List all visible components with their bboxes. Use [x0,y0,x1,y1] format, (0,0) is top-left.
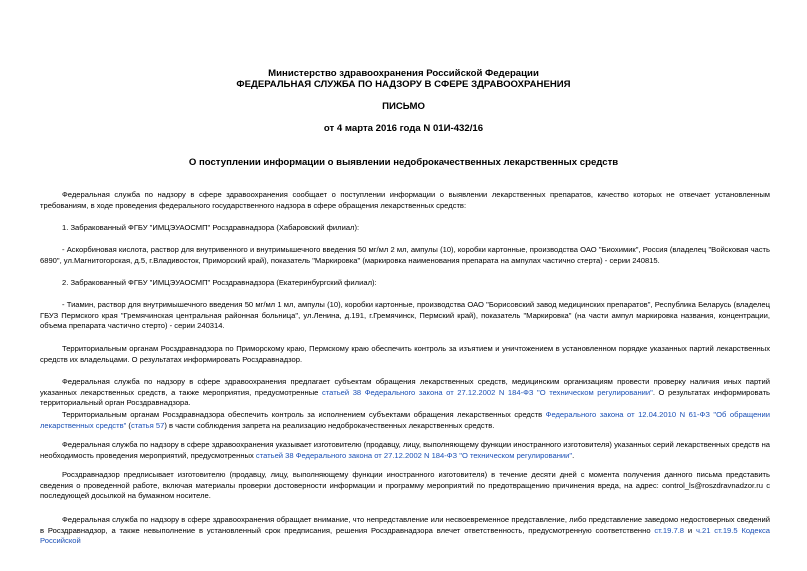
ministry-name: Министерство здравоохранения Российской Федерации [268,68,539,79]
paragraph-item-1: 1. Забракованный ФГБУ "ИМЦЭУАОСМП" Росздравнадзора (Хабаровский филиал): [62,223,360,232]
article-19-7-8-link[interactable]: ст.19.7.8 [654,525,685,535]
paragraph-prescription: Росздравнадзор предписывает изготовителю (продавцу, лицу, выполняющему функции иностранного изготовителя) в течение десяти дней с момента получения данного письма представить сведения о проведенной работе, включая материалы проверки достоверности информации и программу мероприятий по предотвращению причинения вреда, на адрес: control_ls@roszdravnadzor.ru с последующей досылкой на бумажном носителе. [40,470,770,501]
paragraph-item-2: 2. Забракованный ФГБУ "ИМЦЭУАОСМП" Росздравнадзора (Екатеринбургский филиал): [62,278,377,287]
paragraph-liability: Федеральная служба по надзору в сфере здравоохранения обращает внимание, что непредставление или несвоевременное представление, либо представление заведомо недостоверных сведений в Росздравнадзор, а также невыполнение в установленный срок предписания, решения Росздравнадзора влечет ответственность, предусмотренную соответственно ст.19.7.8 и ч.21 ст.19.5 Кодекса Российской [40,515,770,546]
paragraph-item-2-detail: - Тиамин, раствор для внутримышечного введения 50 мг/мл 1 мл, ампулы (10), коробки картонные, производства ОАО "Борисовский завод медицинских препаратов", Республика Беларусь (владелец ГБУЗ Пермского края "Гремячинская центральная районная больница", ул.Ленина, д.191, г.Гремячинск, Пермский край), показатель "Маркировка" (на части ампул маркировка названия, концентрации, объема препарата частично стерто) - серии 240314. [40,300,770,331]
article-19-5-part-21-link[interactable]: ч.21 ст.19.5 [695,525,738,535]
service-name: ФЕДЕРАЛЬНАЯ СЛУЖБА ПО НАДЗОРУ В СФЕРЕ ЗДРАВООХРАНЕНИЯ [236,79,571,90]
administrative-code-link[interactable]: Кодекса Российской [40,525,770,546]
paragraph-item-1-detail: - Аскорбиновая кислота, раствор для внутривенного и внутримышечного введения 50 мг/мл 2 мл, ампулы (10), коробки картонные, производства ОАО "Биохимик", Россия (владелец "Войсковая часть 6890", ул.Магнитогорская, д.5, г.Владивосток, Приморский край), показатель "Маркировка" (маркировка наименования препарата на ампулах частично стерта) - серии 240815. [40,245,770,265]
law-184-fz-link-2[interactable]: статьей 38 Федерального закона от 27.12.2002 N 184-ФЗ "О техническом регулировании" [255,450,573,460]
document-date-number: от 4 марта 2016 года N 01И-432/16 [323,123,484,134]
document-type: ПИСЬМО [382,101,425,112]
law-184-fz-link[interactable]: статьей 38 Федерального закона от 27.12.2002 N 184-ФЗ "О техническом регулировании" [321,387,653,397]
paragraph-territorial-control: Территориальным органам Росздравнадзора по Приморскому краю, Пермскому краю обеспечить контроль за изъятием и уничтожением в установленном порядке указанных партий лекарственных средств их владельцами. О результатах информировать Росздравнадзор. [40,344,770,364]
article-57-link[interactable]: статья 57 [130,420,165,430]
paragraph-manufacturer-measures: Федеральная служба по надзору в сфере здравоохранения указывает изготовителю (продавцу, лицу, выполняющему функции иностранного изготовителя) указанных серий лекарственных средств на необходимость проведения мероприятий, предусмотренных статьей 38 Федерального закона от 27.12.2002 N 184-ФЗ "О техническом регулировании". [40,440,770,460]
paragraph-intro: Федеральная служба по надзору в сфере здравоохранения сообщает о поступлении информации о выявлении лекарственных препаратов, качество которых не отвечает установленным требованиям, в ходе проведения федерального государственного надзора в сфере обращения лекарственных средств: [40,190,770,210]
document-title: О поступлении информации о выявлении недоброкачественных лекарственных средств [188,157,619,168]
paragraph-compliance-control: Территориальным органам Росздравнадзора обеспечить контроль за исполнением субъектами обращения лекарственных средств Федерального закона от 12.04.2010 N 61-ФЗ "Об обращении лекарственных средств" (статья 57) в части соблюдения запрета на реализацию недоброкачественных лекарственных средств. [40,410,770,430]
law-61-fz-link[interactable]: Федерального закона от 12.04.2010 N 61-ФЗ "Об обращении лекарственных средств" [40,410,770,430]
paragraph-inspection-proposal: Федеральная служба по надзору в сфере здравоохранения предлагает субъектам обращения лекарственных средств, медицинским организациям провести проверку наличия иных партий указанных лекарственных средств, а также мероприятия, предусмотренные статьей 38 Федерального закона от 27.12.2002 N 184-ФЗ "О техническом регулировании". О результатах информировать территориальный орган Росздравнадзора. [40,377,771,408]
